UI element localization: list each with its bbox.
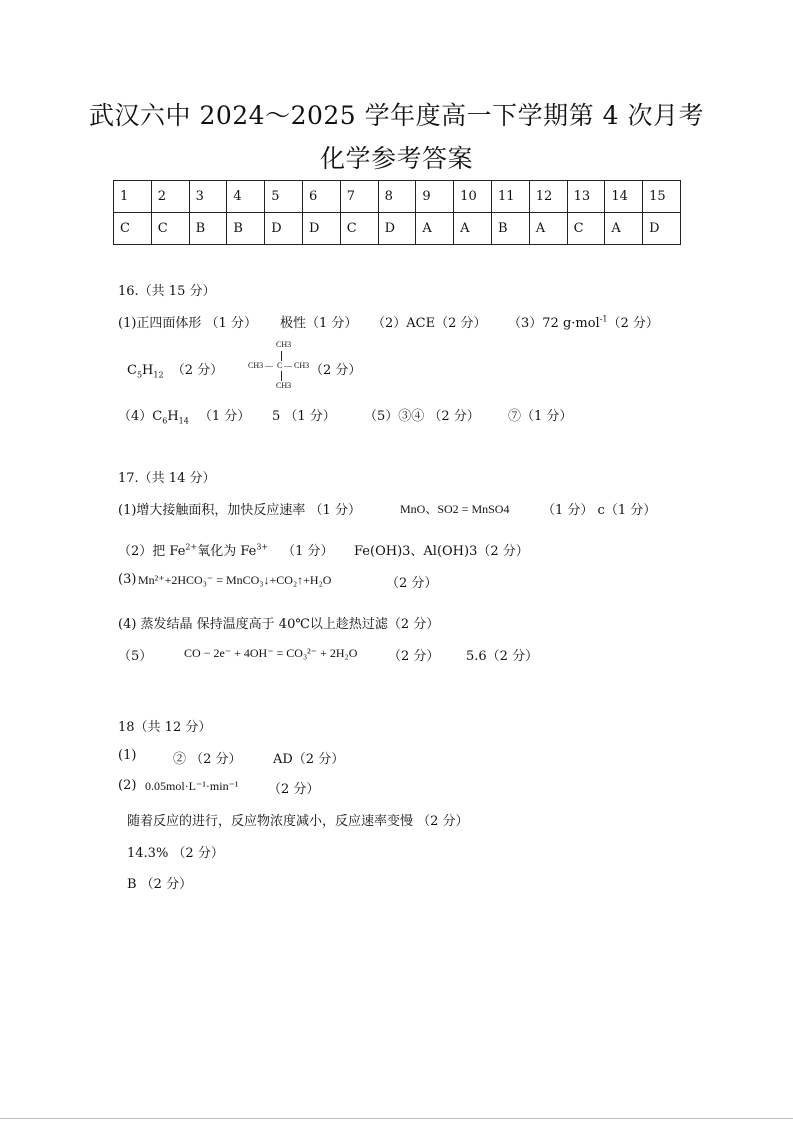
q17-part5b: 5.6（2 分） xyxy=(466,649,539,664)
q16-part3-sup: -1 xyxy=(599,314,608,324)
struct-bond-top xyxy=(281,351,282,361)
answer-cell: C xyxy=(340,213,378,245)
answer-cell: A xyxy=(529,213,567,245)
q16-part4-c: （4）C xyxy=(118,409,163,424)
q17-part4: (4) 蒸发结晶 保持温度高于 40℃以上趁热过滤（2 分） xyxy=(118,617,440,632)
question-number-cell: 9 xyxy=(416,181,454,213)
question-number-cell: 8 xyxy=(378,181,416,213)
q18-eq2: 0.05mol·L⁻¹·min⁻¹ xyxy=(145,779,239,793)
question-number-cell: 14 xyxy=(605,181,643,213)
question-number-cell: 11 xyxy=(491,181,529,213)
q18-part2d: B （2 分） xyxy=(127,877,193,892)
question-number-cell: 12 xyxy=(529,181,567,213)
table-row-answers xyxy=(114,213,681,245)
q16-line-1 xyxy=(118,312,678,330)
q16-part4b: 5 （1 分） xyxy=(272,409,336,424)
answer-cell: B xyxy=(227,213,265,245)
q16-part5b: ⑦（1 分） xyxy=(508,409,573,424)
neopentane-structure: CH3 CH3 — C — CH3 CH3 （2 分） xyxy=(248,340,362,390)
q16-header: 16.（共 15 分） xyxy=(118,284,216,299)
q17-part2a-score: （1 分） xyxy=(282,544,334,559)
struct-top: CH3 xyxy=(276,340,292,349)
q16-part2: （2）ACE（2 分） xyxy=(372,316,487,331)
q16-part3-pre: （3）72 g·mol xyxy=(508,316,600,331)
q17-part1b: （1 分） c（1 分） xyxy=(542,503,657,518)
q16-formula-score: （2 分） xyxy=(171,363,224,378)
q17-line-5 xyxy=(118,645,678,663)
answer-cell: D xyxy=(643,213,681,245)
q17-part2a-pre: （2）把 Fe xyxy=(118,544,186,559)
struct-bond-bottom xyxy=(281,371,282,381)
q17-header: 17.（共 14 分） xyxy=(118,471,216,486)
q17-line-2 xyxy=(118,540,678,558)
q17-part5-score: （2 分） xyxy=(388,649,440,664)
q17-line-3 xyxy=(118,572,678,590)
struct-bottom: CH3 xyxy=(276,381,292,390)
question-number-cell: 3 xyxy=(189,181,227,213)
q17-part3-label: (3) xyxy=(118,572,137,587)
answer-cell: A xyxy=(454,213,492,245)
q16-part3 xyxy=(508,312,659,331)
question-number-cell: 15 xyxy=(643,181,681,213)
answer-cell: A xyxy=(416,213,454,245)
q18-part2-label: (2) xyxy=(118,778,137,793)
q18-line-1 xyxy=(118,748,678,766)
q17-eq1: MnO、SO2 = MnSO4 xyxy=(400,502,510,516)
page-title: 武汉六中 2024～2025 学年度高一下学期第 4 次月考 xyxy=(89,101,704,130)
q17-line-1 xyxy=(118,499,678,517)
q16-part4 xyxy=(118,405,250,424)
struct-right: CH3 xyxy=(294,361,310,370)
q17-eq3: Mn²⁺+2HCO₃⁻ = MnCO₃↓+CO₂↑+H₂O xyxy=(138,573,332,587)
q16-part1a: (1)正四面体形 （1 分） xyxy=(118,316,257,331)
q16-part4-14: 14 xyxy=(178,416,189,426)
question-number-cell: 4 xyxy=(227,181,265,213)
question-number-cell: 7 xyxy=(340,181,378,213)
q18-part1-label: (1) xyxy=(118,748,137,763)
q16-formula-c: C xyxy=(127,363,137,378)
q18-part1a: ② （2 分） xyxy=(173,752,242,767)
question-number-cell: 5 xyxy=(265,181,303,213)
question-number-cell: 13 xyxy=(567,181,605,213)
q17-part1a: (1)增大接触面积，加快反应速率 （1 分） xyxy=(118,503,361,518)
answer-cell: B xyxy=(189,213,227,245)
question-number-cell: 10 xyxy=(454,181,492,213)
answer-cell: D xyxy=(302,213,340,245)
q17-part2a-sup1: 2+ xyxy=(185,542,198,552)
q17-part3-score: （2 分） xyxy=(386,576,438,591)
q16-formula xyxy=(127,359,223,378)
q18-part2c: 14.3% （2 分） xyxy=(127,846,224,861)
answer-cell: C xyxy=(567,213,605,245)
q17-part2b: Fe(OH)3、Al(OH)3（2 分） xyxy=(354,544,529,559)
q16-formula-12: 12 xyxy=(153,370,164,380)
q18-part1b: AD（2 分） xyxy=(273,752,345,767)
table-row-numbers xyxy=(114,181,681,213)
page-subtitle: 化学参考答案 xyxy=(319,144,473,173)
q16-part1b: 极性（1 分） xyxy=(280,316,358,331)
struct-mid: C xyxy=(277,361,283,370)
q17-eq5: CO − 2e⁻ + 4OH⁻ = CO₃²⁻ + 2H₂O xyxy=(184,646,358,660)
q18-line-2 xyxy=(118,778,678,796)
answer-cell: C xyxy=(151,213,189,245)
answer-cell: D xyxy=(378,213,416,245)
struct-left: CH3 xyxy=(248,361,264,370)
q16-formula-h: H xyxy=(142,363,154,378)
q18-part2b: 随着反应的进行，反应物浓度减小，反应速率变慢 （2 分） xyxy=(127,814,469,829)
struct-score: （2 分） xyxy=(310,363,362,378)
q17-part2a xyxy=(118,540,334,559)
answer-cell: A xyxy=(605,213,643,245)
q16-part4-score: （1 分） xyxy=(198,409,251,424)
answer-cell: B xyxy=(491,213,529,245)
q17-part2a-mid: 氧化为 Fe xyxy=(197,544,257,559)
question-number-cell: 2 xyxy=(151,181,189,213)
q17-part2a-sup2: 3+ xyxy=(256,542,269,552)
question-number-cell: 6 xyxy=(302,181,340,213)
answer-cell: C xyxy=(114,213,152,245)
answer-cell: D xyxy=(265,213,303,245)
answer-table xyxy=(113,180,681,245)
q16-part5: （5）③④ （2 分） xyxy=(364,409,480,424)
q16-line-3 xyxy=(118,405,678,426)
q18-part2-score: （2 分） xyxy=(268,782,320,797)
q18-header: 18（共 12 分） xyxy=(118,720,212,735)
question-number-cell: 1 xyxy=(114,181,152,213)
page-bottom-rule xyxy=(0,1118,793,1119)
q16-formula-5: 5 xyxy=(136,370,143,380)
q16-part4-6: 6 xyxy=(162,416,168,426)
q17-part5-label: （5） xyxy=(118,649,153,664)
q16-part3-post: （2 分） xyxy=(607,316,659,331)
q16-part4-h: H xyxy=(167,409,179,424)
